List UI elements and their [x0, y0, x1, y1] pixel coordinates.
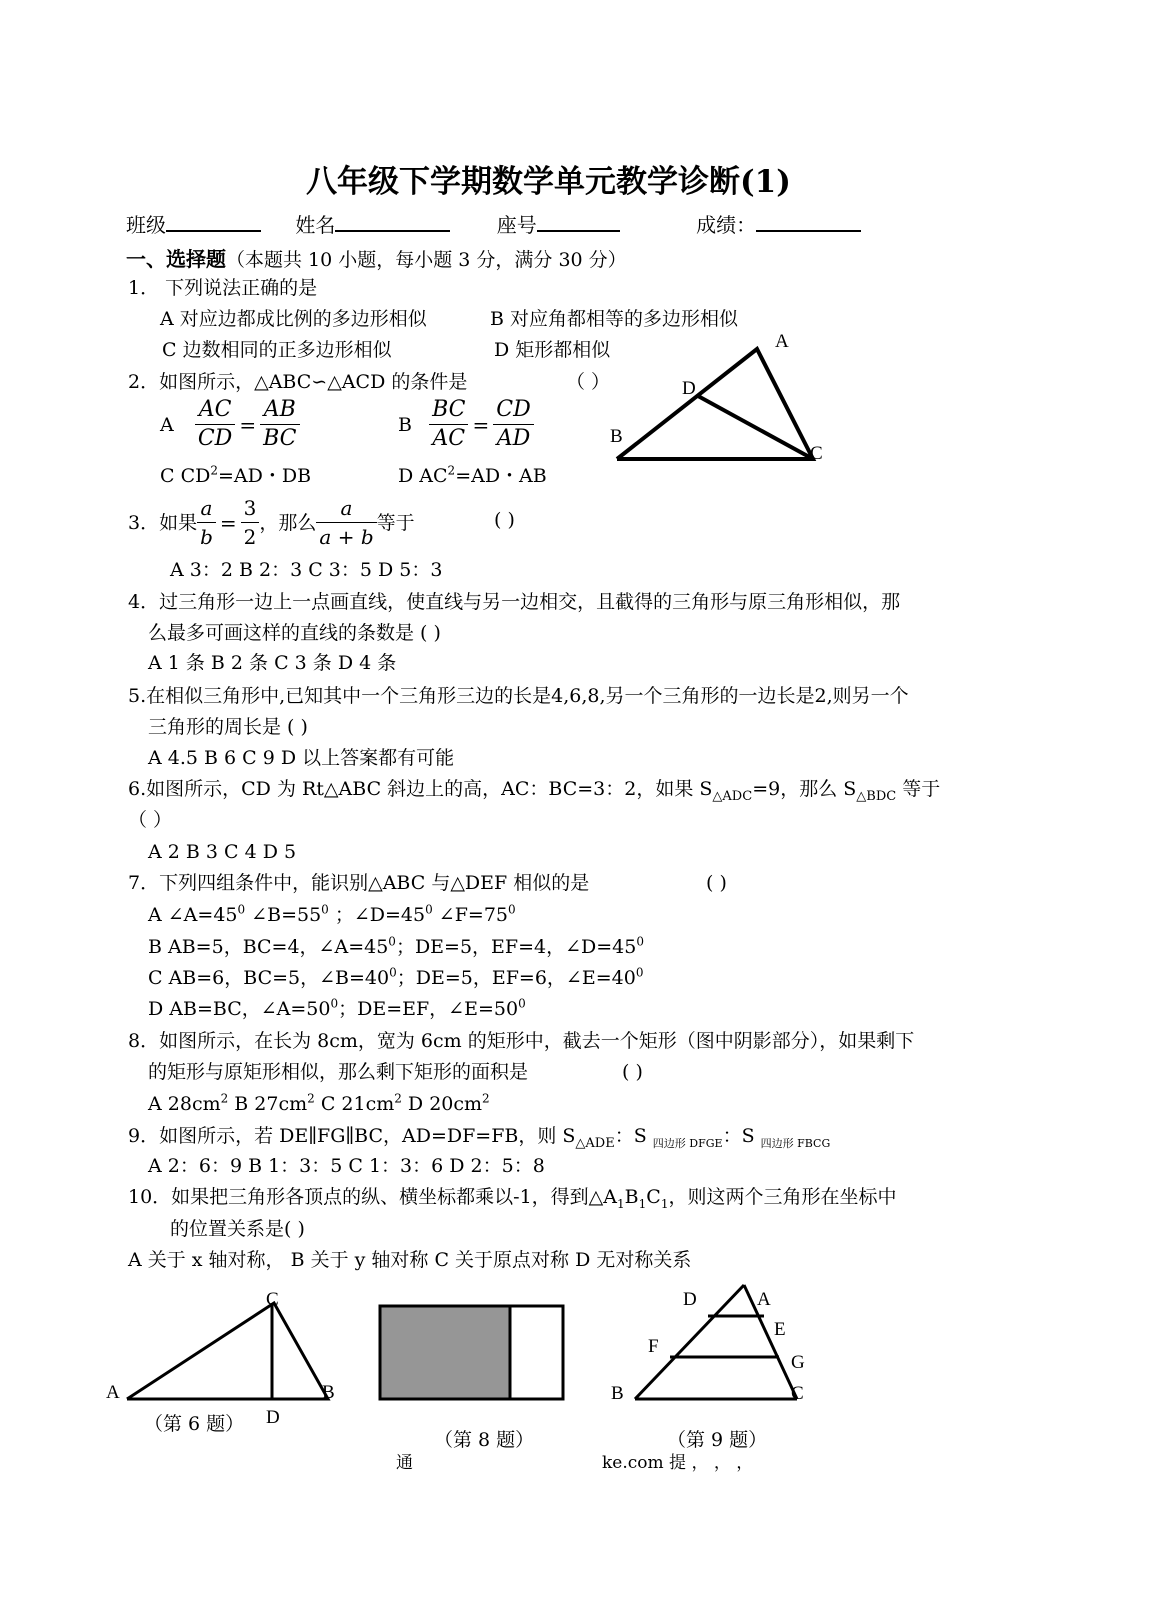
class-blank[interactable]: [166, 212, 261, 232]
q7-option-d: D AB=BC，$\angle A=50^0$；DE=EF，$\angle E=50^0$: [148, 996, 526, 1020]
q10-line1: 10．如果把三角形各顶点的纵、横坐标都乘以-1，得到$\triangle A_1B_1C_1$，则这两个三角形在坐标中: [128, 1186, 897, 1211]
q1-option-c: C 边数相同的正多边形相似: [162, 339, 392, 361]
q10-options: A 关于 x 轴对称， B 关于 y 轴对称 C 关于原点对称 D 无对称关系: [128, 1249, 692, 1271]
name-label: 姓名: [295, 213, 336, 237]
q8-paren: ( ): [622, 1061, 643, 1083]
q6-triangle: [127, 1303, 328, 1399]
q6-label-a: A: [106, 1382, 120, 1403]
q7-option-a: A $\angle A=45^0$ $\angle B=55^0$ ；$\angle D=45^0$ $\angle F=75^0$: [148, 902, 516, 926]
q4-options: A 1 条 B 2 条 C 3 条 D 4 条: [148, 652, 397, 674]
q2-figure: [600, 326, 840, 471]
info-line: [126, 212, 861, 237]
q1-option-a: A 对应边都成比例的多边形相似: [160, 308, 427, 330]
q7-paren: ( ): [706, 872, 727, 894]
q5-line1: 5.在相似三角形中,已知其中一个三角形三边的长是4,6,8,另一个三角形的一边长是2,则另一个: [128, 685, 909, 707]
class-label: 班级: [126, 213, 166, 237]
footer-right: ke.com 提 ， ， ，: [602, 1453, 754, 1473]
q3-stem: 3．如果 $\frac{a}{b}$ = $\frac{3}{2}$ ，那么 $\frac{a}{a + b}$ 等于: [128, 496, 415, 549]
q1-option-b: B 对应角都相等的多边形相似: [490, 308, 739, 330]
q9-line1: 9．如图所示，若 DE∥FG∥BC，AD=DF=FB，则 $S_{\triangle ADE}$：S $_{四边形 DFGE}$：S $_{四边形 FBCG}$: [128, 1125, 831, 1151]
footer-left: 通: [396, 1453, 413, 1473]
q9-label-g: G: [791, 1352, 805, 1373]
q10-line2: 的位置关系是( ): [170, 1218, 305, 1240]
q2-option-a: [160, 396, 300, 453]
q3-frac-32: $\frac{3}{2}$: [241, 494, 260, 551]
q6-label-d: D: [266, 1407, 280, 1428]
q2-paren: （ ）: [566, 371, 611, 393]
q8-figure: [375, 1300, 570, 1405]
section-note: （本题共 10 小题，每小题 3 分，满分 30 分）: [226, 249, 627, 271]
q6-caption: （第 6 题）: [144, 1413, 245, 1435]
q6-options: A 2 B 3 C 4 D 5: [148, 841, 297, 863]
page-title: 八年级下学期数学单元教学诊断(1): [306, 164, 791, 200]
q2-b-eq: =: [472, 412, 490, 437]
q2-option-b: [398, 396, 534, 453]
q3-options: A 3：2 B 2：3 C 3：5 D 5：3: [170, 559, 443, 581]
q6-label-b: B: [322, 1382, 335, 1403]
q2-a-frac2: $\frac{AB}{BC}$: [260, 396, 299, 453]
q2-label-c: C: [810, 443, 823, 464]
q2-a-label: A: [160, 413, 174, 436]
q4-line2: 么最多可画这样的直线的条数是 ( ): [148, 622, 441, 644]
q9-options: A 2：6：9 B 1：3：5 C 1：3：6 D 2：5：8: [148, 1155, 545, 1177]
section-heading: [126, 243, 627, 272]
q1-option-d: D 矩形都相似: [494, 339, 611, 361]
q2-stem: 2．如图所示，△ABC∽△ACD 的条件是: [128, 371, 468, 393]
q9-figure: [605, 1275, 820, 1415]
score-label: 成绩：: [696, 213, 757, 237]
q9-label-e: E: [774, 1319, 786, 1340]
q9-label-a: A: [757, 1289, 771, 1310]
q2-label-a: A: [775, 331, 789, 352]
q3-frac-a-apb: $\frac{a}{a + b}$: [316, 494, 376, 551]
q8-caption: （第 8 题）: [434, 1429, 535, 1451]
q8-options: A $28cm^2$ B $27cm^2$ C $21cm^2$ D $20cm^2$: [148, 1091, 490, 1115]
q8-line1: 8．如图所示，在长为 8cm，宽为 6cm 的矩形中，截去一个矩形（图中阴影部分），如果剩下: [128, 1030, 915, 1052]
q7-stem: 7．下列四组条件中，能识别△ABC 与△DEF 相似的是: [128, 872, 590, 894]
q7-option-c: C AB=6，BC=5，$\angle B=40^0$；DE=5，EF=6，$\angle E=40^0$: [148, 965, 644, 989]
q6-paren: （ ）: [128, 809, 173, 831]
q6-line1: 6.如图所示，CD 为 Rt△ABC 斜边上的高，AC：BC=3：2，如果 $S_{\triangle ADC}=9$，那么 $S_{\triangle BDC}$ 等于: [128, 778, 941, 804]
q2-label-b: B: [610, 426, 623, 447]
q3-frac-ab: $\frac{a}{b}$: [197, 494, 216, 551]
q2-label-d: D: [682, 378, 696, 399]
name-blank[interactable]: [335, 212, 450, 232]
q8-line2: 的矩形与原矩形相似，那么剩下矩形的面积是: [148, 1061, 529, 1083]
q9-label-f: F: [648, 1336, 659, 1357]
q2-a-frac1: $\frac{AC}{CD}$: [195, 396, 235, 453]
q8-shaded-rect: [380, 1306, 510, 1399]
q1-stem: 1． 下列说法正确的是: [128, 277, 318, 299]
q5-options: A 4.5 B 6 C 9 D 以上答案都有可能: [148, 747, 455, 769]
q9-label-b: B: [611, 1383, 624, 1404]
q4-line1: 4．过三角形一边上一点画直线，使直线与另一边相交，且截得的三角形与原三角形相似，那: [128, 591, 901, 613]
section-title: 一、选择题: [126, 247, 226, 271]
q9-label-d: D: [683, 1289, 697, 1310]
q9-label-c: C: [791, 1383, 804, 1404]
seat-label: 座号: [496, 213, 537, 237]
q2-option-c: C $CD^2=AD$・DB: [160, 463, 312, 487]
q9-caption: （第 9 题）: [667, 1429, 768, 1451]
q7-option-b: B AB=5，BC=4，$\angle A=45^0$；DE=5，EF=4，$\angle D=45^0$: [148, 934, 645, 958]
q3-paren: ( ): [494, 509, 515, 531]
seat-blank[interactable]: [537, 212, 620, 232]
q2-a-eq: =: [239, 412, 257, 437]
q2-b-label: B: [398, 413, 412, 436]
q5-line2: 三角形的周长是 ( ): [148, 716, 308, 738]
score-blank[interactable]: [756, 212, 861, 232]
q2-b-frac1: $\frac{BC}{AC}$: [429, 396, 468, 453]
q2-b-frac2: $\frac{CD}{AD}$: [493, 396, 533, 453]
q6-label-c: C: [266, 1289, 279, 1310]
q2-option-d: D $AC^2=AD$・AB: [398, 463, 547, 487]
